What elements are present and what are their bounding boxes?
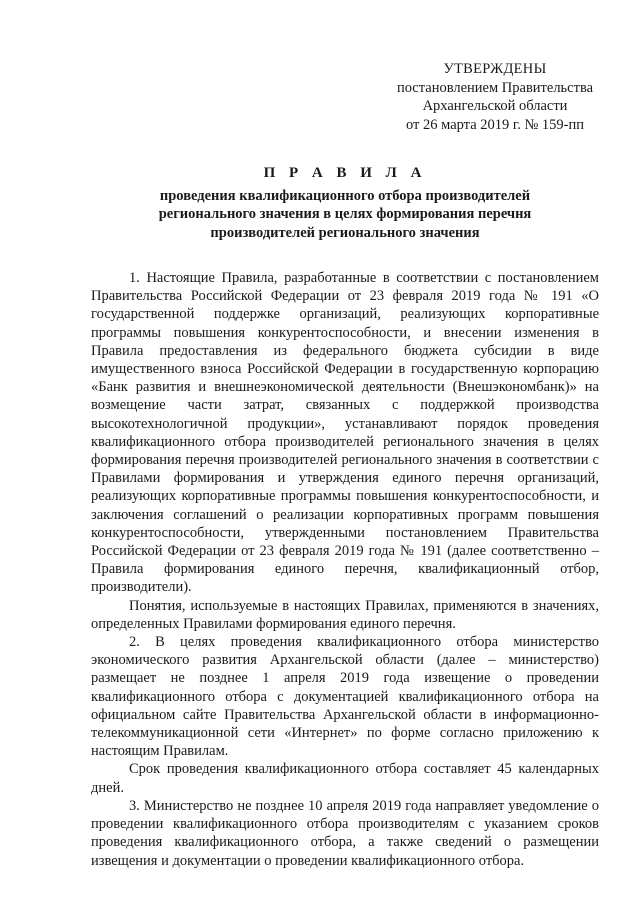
paragraph-4: Срок проведения квалификационного отбора составляет 45 календарных дней. bbox=[91, 761, 599, 796]
approval-stamp-block bbox=[380, 60, 610, 134]
paragraph-2: Понятия, используемые в настоящих Правилах, применяются в значениях, определенных Правилами формирования единого перечня. bbox=[91, 597, 599, 632]
document-title-block bbox=[110, 164, 580, 242]
approval-line-date: от 26 марта 2019 г. № 159-пп bbox=[405, 116, 585, 133]
paragraph-5: 3. Министерство не позднее 10 апреля 2019 года направляет уведомление о проведении квалификационного отбора производителям с указанием сроков проведения квалификационного отбора, а также сведений о размещении извещения и документации о проведении квалификационного отбора. bbox=[91, 797, 599, 869]
paragraph-1: 1. Настоящие Правила, разработанные в соответствии с постановлением Правительства Российской Федерации от 23 февраля 2019 года № 191 «О государственной поддержке организаций, реализующих корпоративные программы повышения конкурентоспособности, и внесении изменения в Правила предоставления из федерального бюджета субсидии в виде имущественного взноса Российской Федерации в государственную корпорацию «Банк развития и внешнеэкономической деятельности (Внешэкономбанк)» на возмещение части затрат, связанных с поддержкой производства высокотехнологичной продукции», устанавливают порядок проведения квалификационного отбора производителей регионального значения в целях формирования перечня производителей регионального значения в соответствии с Правилами формирования и утверждения единого перечня организаций, реализующих корпоративные программы повышения конкурентоспособности, и заключения соглашений о реализации корпоративных программ повышения конкурентоспособности, утвержденными постановлением Правительства Российской Федерации от 23 февраля 2019 года № 191 (далее соответственно – Правила формирования единого перечня, квалификационный отбор, производители). bbox=[91, 270, 599, 596]
approval-line-region: Архангельской области bbox=[422, 98, 568, 114]
approval-line-resolution: постановлением Правительства bbox=[396, 79, 594, 96]
document-subtitle-line-3: производителей регионального значения bbox=[210, 224, 480, 241]
document-heading: П Р А В И Л А bbox=[263, 165, 427, 181]
document-subtitle-line-1: проведения квалификационного отбора производителей bbox=[159, 187, 531, 204]
approval-title: УТВЕРЖДЕНЫ bbox=[443, 61, 547, 77]
document-subtitle-line-2: регионального значения в целях формирования перечня bbox=[158, 206, 532, 222]
document-body bbox=[91, 269, 599, 870]
paragraph-3: 2. В целях проведения квалификационного отбора министерство экономического развития Архангельской области (далее – министерство) размещает не позднее 1 апреля 2019 года извещение о проведении квалификационного отбора с документацией квалификационного отбора на официальном сайте Правительства Архангельской области в информационно-телекоммуникационной сети «Интернет» по форме согласно приложению к настоящим Правилам. bbox=[91, 634, 599, 760]
